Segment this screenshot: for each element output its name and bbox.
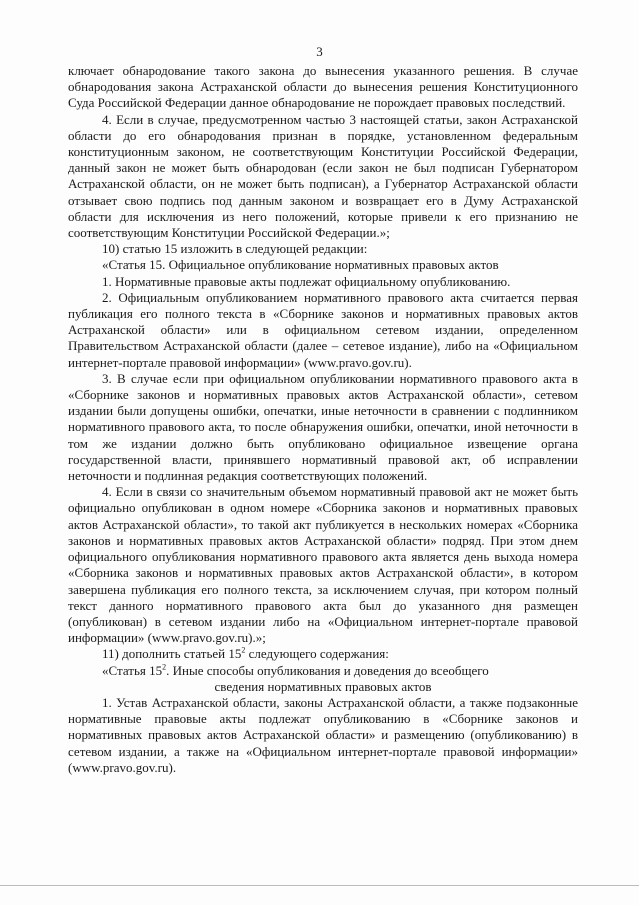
article-15-2-heading-line-2: сведения нормативных правовых актов [214, 678, 432, 694]
item-11-text: 11) дополнить статьей 15 [102, 646, 242, 662]
paragraph-item-11 [68, 646, 578, 662]
paragraph-part-4: 4. Если в случае, предусмотренном частью 3 настоящей статьи, закон Астраханской области до его обнародования признан в порядке, установленном федеральным конституционным законом, не соответствующим Конституции Российской Федерации, данный закон не может быть обнародован (если закон не был подписан Губернатором Астраханской области, он не может быть подписан), а Губернатор Астраханской области отзывает свою подпись под данным законом и возвращает его в Думу Астраханской области для исключения из него положений, которые привели к его признанию не соответствующим Конституции Российской Федерации.»; [68, 111, 578, 241]
article-15-2-part-1: 1. Устав Астраханской области, законы Астраханской области, а также подзаконные нормативные правовые акты подлежат опубликованию в «Сборнике законов и нормативных правовых актов Астраханской области» и размещению (опубликованию) в сетевом издании, а также на «Официальном интернет-портале правовой информации» (www.pravo.gov.ru). [68, 694, 578, 775]
article-15-part-4: 4. Если в связи со значительным объемом нормативный правовой акт не может быть официально опубликован в одном номере «Сборника законов и нормативных правовых актов Астраханской области», то такой акт публикуется в нескольких номерах «Сборника законов и нормативных правовых актов Астраханской области» подряд. При этом днем официального опубликования нормативного правового акта является день выхода номера «Сборника законов и нормативных правовых актов Астраханской области», в котором завершена публикация его полного текста, за исключением случая, при котором полный текст данного нормативного правового акта был до указанного дня размещен (опубликован) в сетевом издании либо на «Официальном интернет-портале правовой информации» (www.pravo.gov.ru).»; [68, 484, 578, 646]
bottom-divider [0, 885, 639, 886]
article-15-2-heading [68, 663, 578, 679]
page-number: 3 [316, 44, 323, 59]
item-11-suffix: следующего содержания: [245, 646, 389, 662]
article-15-heading: «Статья 15. Официальное опубликование нормативных правовых актов [102, 257, 499, 273]
paragraph-item-10: 10) статью 15 изложить в следующей редакции: [102, 241, 368, 257]
article-15-part-3: 3. В случае если при официальном опубликовании нормативного правового акта в «Сборнике законов и нормативных правовых актов Астраханской области», сетевом издании были допущены ошибки, опечатки, иные неточности в сравнении с подлинником нормативного правового акта, то после обнаружения ошибки, опечатки, иной неточности в том же издании должно быть опубликовано официальное извещение органа государственной власти, принявшего нормативный правовой акт, об исправлении неточности и подлинная редакция соответствующих положений. [68, 370, 578, 484]
article-15-2-title: . Иные способы опубликования и доведения до всеобщего [166, 662, 489, 678]
article-15-2-superscript: 2 [162, 662, 167, 672]
article-15-2-prefix: «Статья 15 [102, 662, 163, 678]
item-11-superscript: 2 [241, 645, 246, 655]
paragraph-continuation: ключает обнародование такого закона до вынесения указанного решения. В случае обнародования закона Астраханской области до вынесения решения Конституционного Суда Российской Федерации данное обнародование не порождает правовых последствий. [68, 63, 578, 111]
article-15-part-1: 1. Нормативные правовые акты подлежат официальному опубликованию. [102, 273, 511, 289]
article-15-part-2: 2. Официальным опубликованием нормативного правового акта считается первая публикация его полного текста в «Сборнике законов и нормативных правовых актов Астраханской области» или в официальном сетевом издании, определенном Правительством Астраханской области (далее – сетевое издание), либо на «Официальном интернет-портале правовой информации» (www.pravo.gov.ru). [68, 289, 578, 370]
document-body [68, 63, 578, 776]
